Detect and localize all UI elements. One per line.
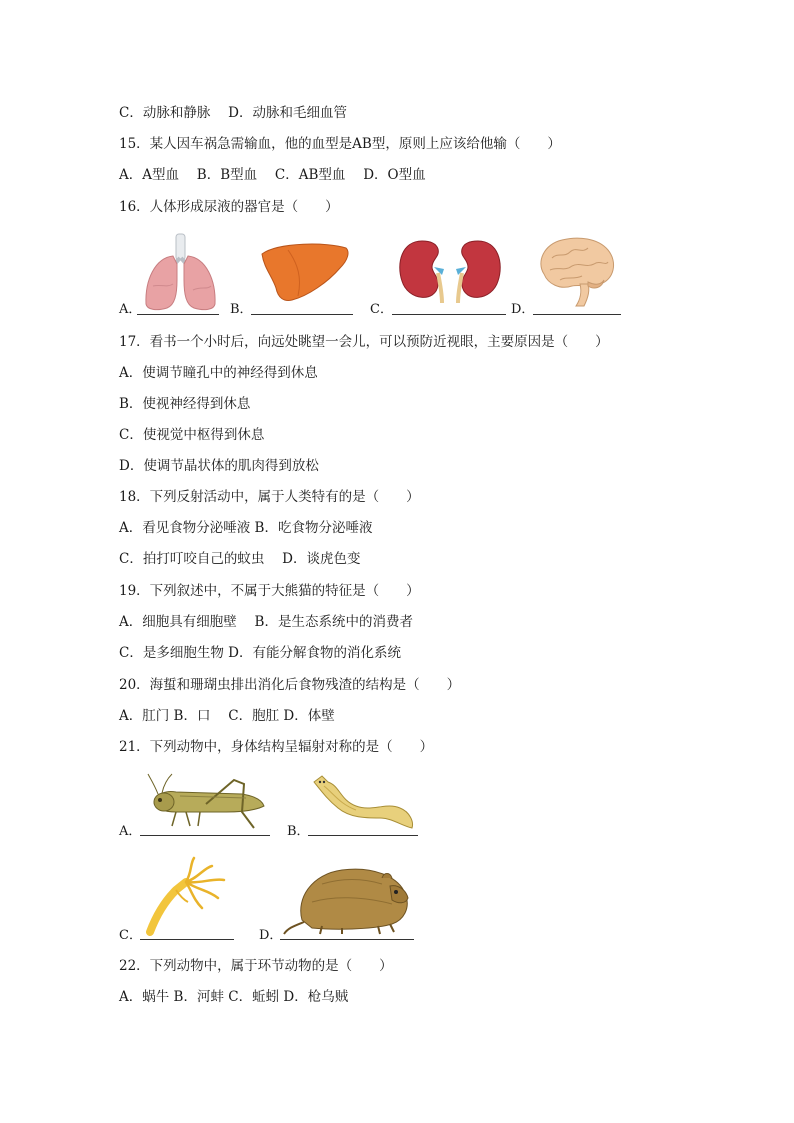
q16-stem: 16．人体形成尿液的器官是（ ） [119,199,339,215]
planarian-icon [310,772,416,830]
q19-options-ab: A．细胞具有细胞壁 B．是生态系统中的消费者 [119,614,413,630]
q22-options: A．蜗牛 B．河蚌 C．蚯蚓 D．枪乌贼 [119,989,349,1005]
lungs-icon [143,234,219,312]
q15-stem: 15．某人因车祸急需输血，他的血型是AB型，原则上应该给他输（ ） [119,136,561,152]
q21-option-c-label: C． [119,928,142,943]
rodent-icon [282,862,412,936]
q17-stem: 17．看书一个小时后，向远处眺望一会儿，可以预防近视眼，主要原因是（ ） [119,334,609,350]
q16-option-a-underline [137,314,219,315]
q21-option-d-label: D． [259,928,283,943]
q17-option-b: B．使视神经得到休息 [119,396,251,412]
q15-options: A．A型血 B．B型血 C．AB型血 D．O型血 [119,167,426,183]
q16-option-c-label: C． [370,302,393,317]
q21-stem: 21．下列动物中，身体结构呈辐射对称的是（ ） [119,739,434,755]
q19-options-cd: C．是多细胞生物 D．有能分解食物的消化系统 [119,645,401,661]
q17-option-c: C．使视觉中枢得到休息 [119,427,265,443]
q18-stem: 18．下列反射活动中，属于人类特有的是（ ） [119,489,420,505]
q21-option-d-underline [280,939,414,940]
q16-option-b-underline [251,314,353,315]
q22-stem: 22．下列动物中，属于环节动物的是（ ） [119,958,393,974]
brain-icon [536,236,618,308]
q16-option-a-label: A． [119,302,142,317]
q21-option-a-label: A． [119,824,142,839]
q16-option-d-label: D． [511,302,535,317]
q17-option-d: D．使调节晶状体的肌肉得到放松 [119,458,319,474]
q20-stem: 20．海蜇和珊瑚虫排出消化后食物残渣的结构是（ ） [119,677,461,693]
q18-options-ab: A．看见食物分泌唾液 B．吃食物分泌唾液 [119,520,373,536]
q21-option-c-underline [140,939,234,940]
q14-options-cd: C．动脉和静脉 D．动脉和毛细血管 [119,105,347,121]
q17-option-a: A．使调节瞳孔中的神经得到休息 [119,365,318,381]
q16-option-c-underline [392,314,506,315]
hydra-icon [146,856,228,934]
q18-options-cd: C．拍打叮咬自己的蚊虫 D．谈虎色变 [119,551,361,567]
q16-option-b-label: B． [230,302,253,317]
q16-option-d-underline [533,314,621,315]
q21-option-b-underline [308,835,418,836]
q19-stem: 19．下列叙述中，不属于大熊猫的特征是（ ） [119,583,420,599]
liver-icon [258,242,350,304]
q21-option-a-underline [140,835,270,836]
grasshopper-icon [146,772,270,832]
q20-options: A．肛门 B．口 C．胞肛 D．体壁 [119,708,335,724]
kidneys-icon [398,239,502,305]
q21-option-b-label: B． [287,824,310,839]
